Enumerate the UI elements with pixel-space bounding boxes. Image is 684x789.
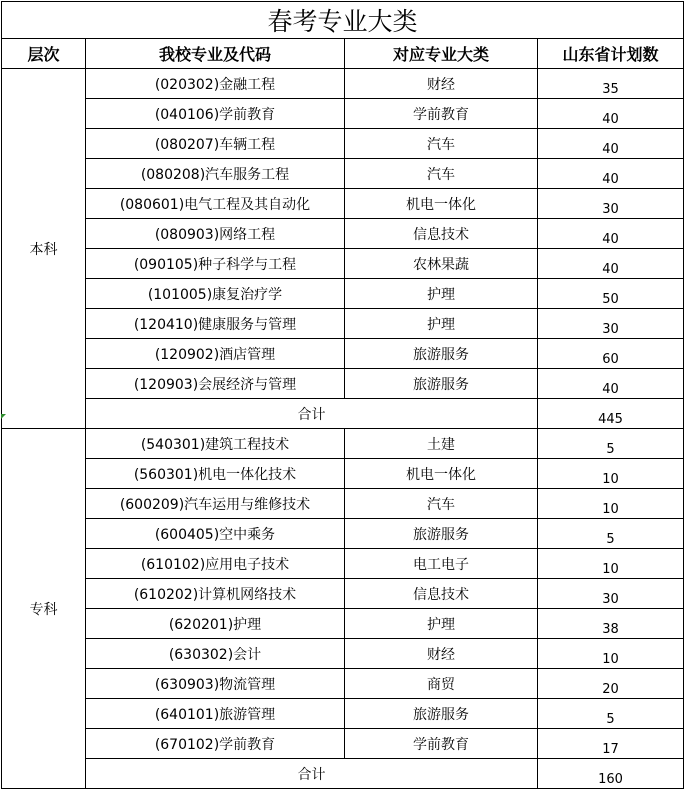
header-level: 层次 (2, 39, 86, 69)
table-row (2, 609, 684, 639)
plan-cell: 10 (538, 549, 684, 579)
category-cell: 财经 (345, 639, 538, 669)
category-cell: 旅游服务 (345, 369, 538, 399)
table-row (2, 639, 684, 669)
major-cell: (620201)护理 (86, 609, 345, 639)
table-row (2, 309, 684, 339)
major-cell: (120903)会展经济与管理 (86, 369, 345, 399)
table-row (2, 669, 684, 699)
plan-cell: 35 (538, 69, 684, 99)
table-row (2, 729, 684, 759)
table-row (2, 369, 684, 399)
table-row (2, 279, 684, 309)
header-row (2, 39, 684, 69)
plan-cell: 10 (538, 489, 684, 519)
category-cell: 学前教育 (345, 99, 538, 129)
table-row (2, 699, 684, 729)
plan-cell: 17 (538, 729, 684, 759)
plan-cell: 30 (538, 309, 684, 339)
level-cell: 专科 (2, 429, 86, 789)
major-cell: (630903)物流管理 (86, 669, 345, 699)
table-row (2, 519, 684, 549)
plan-cell: 40 (538, 249, 684, 279)
plan-cell: 38 (538, 609, 684, 639)
category-cell: 机电一体化 (345, 189, 538, 219)
plan-cell: 5 (538, 429, 684, 459)
plan-cell: 40 (538, 159, 684, 189)
total-value: 160 (538, 759, 684, 789)
category-cell: 护理 (345, 609, 538, 639)
category-cell: 信息技术 (345, 219, 538, 249)
major-cell: (610202)计算机网络技术 (86, 579, 345, 609)
category-cell: 商贸 (345, 669, 538, 699)
major-cell: (120902)酒店管理 (86, 339, 345, 369)
category-cell: 学前教育 (345, 729, 538, 759)
major-cell: (080903)网络工程 (86, 219, 345, 249)
plan-cell: 5 (538, 699, 684, 729)
major-cell: (610102)应用电子技术 (86, 549, 345, 579)
total-label: 合计 (86, 759, 538, 789)
category-cell: 护理 (345, 279, 538, 309)
header-category: 对应专业大类 (345, 39, 538, 69)
plan-cell: 40 (538, 129, 684, 159)
table-row (2, 339, 684, 369)
category-cell: 汽车 (345, 489, 538, 519)
plan-cell: 20 (538, 669, 684, 699)
table-row (2, 69, 684, 99)
table-row (2, 429, 684, 459)
major-cell: (120410)健康服务与管理 (86, 309, 345, 339)
major-cell: (040106)学前教育 (86, 99, 345, 129)
category-cell: 旅游服务 (345, 339, 538, 369)
table-row (2, 579, 684, 609)
major-cell: (670102)学前教育 (86, 729, 345, 759)
table-row (2, 219, 684, 249)
plan-cell: 30 (538, 189, 684, 219)
category-cell: 旅游服务 (345, 519, 538, 549)
cell-error-marker (1, 414, 6, 419)
plan-cell: 30 (538, 579, 684, 609)
plan-cell: 5 (538, 519, 684, 549)
table-row (2, 129, 684, 159)
category-cell: 土建 (345, 429, 538, 459)
enrollment-plan-table (1, 1, 684, 789)
level-cell: 本科 (2, 69, 86, 429)
major-cell: (600209)汽车运用与维修技术 (86, 489, 345, 519)
category-cell: 财经 (345, 69, 538, 99)
major-cell: (540301)建筑工程技术 (86, 429, 345, 459)
plan-cell: 50 (538, 279, 684, 309)
plan-cell: 10 (538, 639, 684, 669)
category-cell: 旅游服务 (345, 699, 538, 729)
total-label: 合计 (86, 399, 538, 429)
plan-cell: 40 (538, 369, 684, 399)
total-value: 445 (538, 399, 684, 429)
major-cell: (020302)金融工程 (86, 69, 345, 99)
table-row (2, 99, 684, 129)
total-row (2, 759, 684, 789)
total-row (2, 399, 684, 429)
major-cell: (560301)机电一体化技术 (86, 459, 345, 489)
plan-cell: 40 (538, 99, 684, 129)
major-cell: (640101)旅游管理 (86, 699, 345, 729)
major-cell: (630302)会计 (86, 639, 345, 669)
plan-cell: 40 (538, 219, 684, 249)
plan-cell: 60 (538, 339, 684, 369)
major-cell: (080207)车辆工程 (86, 129, 345, 159)
category-cell: 农林果蔬 (345, 249, 538, 279)
table-row (2, 249, 684, 279)
category-cell: 信息技术 (345, 579, 538, 609)
table-title: 春考专业大类 (2, 2, 684, 39)
table-row (2, 489, 684, 519)
major-cell: (080208)汽车服务工程 (86, 159, 345, 189)
category-cell: 电工电子 (345, 549, 538, 579)
major-cell: (090105)种子科学与工程 (86, 249, 345, 279)
header-major: 我校专业及代码 (86, 39, 345, 69)
table-row (2, 189, 684, 219)
plan-cell: 10 (538, 459, 684, 489)
table-row (2, 459, 684, 489)
category-cell: 汽车 (345, 129, 538, 159)
header-plan: 山东省计划数 (538, 39, 684, 69)
category-cell: 护理 (345, 309, 538, 339)
table-row (2, 159, 684, 189)
major-cell: (101005)康复治疗学 (86, 279, 345, 309)
category-cell: 汽车 (345, 159, 538, 189)
major-cell: (600405)空中乘务 (86, 519, 345, 549)
table-row (2, 549, 684, 579)
major-cell: (080601)电气工程及其自动化 (86, 189, 345, 219)
category-cell: 机电一体化 (345, 459, 538, 489)
